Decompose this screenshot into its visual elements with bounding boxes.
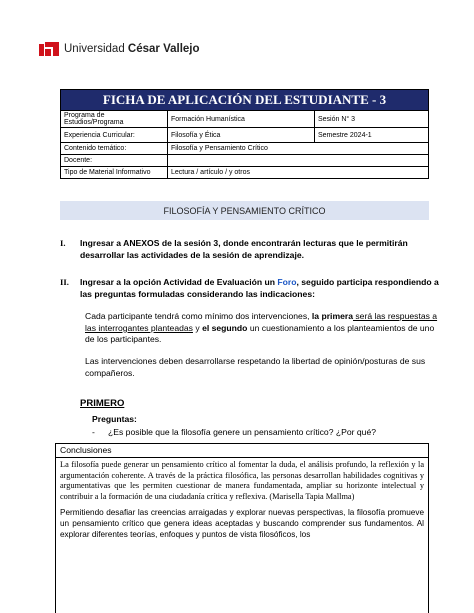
- section-heading-primero: PRIMERO: [80, 398, 125, 409]
- questions-label: Preguntas:: [92, 414, 137, 424]
- university-logo: [39, 39, 200, 59]
- material-label: Tipo de Material Informativo: [61, 167, 168, 179]
- course-label: Experiencia Curricular:: [61, 128, 168, 143]
- ficha-title: FICHA DE APLICACIÓN DEL ESTUDIANTE - 3: [61, 90, 429, 111]
- conclusion-paragraph-1: La filosofía puede generar un pensamiento crítico al fomentar la duda, el análisis profundo, la reflexión y la argumentación coherente. A través de la práctica filosófica, las personas desarrollan habilidades cognitivas y argumentativas que les permiten cuestionar de manera fundamentada, ampliar su horizonte intelectual y contribuir a la formación de una ciudadanía crítica y reflexiva. (Marisella Tapia Mallma): [60, 460, 424, 501]
- teacher-value: [168, 155, 429, 167]
- content-value: Filosofía y Pensamiento Crítico: [168, 143, 429, 155]
- conclusions-box: [55, 443, 429, 613]
- teacher-label: Docente:: [61, 155, 168, 167]
- ucv-logo-icon: [39, 39, 59, 59]
- participation-paragraph: Cada participante tendrá como mínimo dos intervenciones, la primera será las respuestas a las interrogantes planteadas y el segundo un cuestionamiento a los planteamientos de uno de los participantes.: [85, 311, 438, 344]
- question-item: - ¿Es posible que la filosofía genere un pensamiento crítico? ¿Por qué?: [92, 427, 376, 437]
- session-number: Sesión N° 3: [315, 111, 429, 128]
- instruction-two-text: Ingresar a la opción Actividad de Evaluación un Foro, seguido participa respondiendo a las preguntas formuladas considerando las indicaciones:: [80, 277, 439, 299]
- material-value: Lectura / artículo / y otros: [168, 167, 429, 179]
- instruction-one-text: Ingresar a ANEXOS de la sesión 3, donde encontrarán lecturas que le permitirán desarrollar las actividades de la sesión de aprendizaje.: [80, 238, 408, 260]
- conclusion-paragraph-2: Permitiendo desafiar las creencias arraigadas y explorar nuevas perspectivas, la filosofía promueve un pensamiento crítico que genera ideas aceptadas y buscando comprender sus fundamentos. Al explorar diferentes teorías, enfoques y puntos de vista filosóficos, los: [60, 508, 424, 539]
- instruction-two-number: II.: [60, 277, 69, 287]
- ficha-table: [60, 89, 429, 179]
- topic-banner: FILOSOFÍA Y PENSAMIENTO CRÍTICO: [60, 201, 429, 220]
- program-label: Programa de Estudios/Programa: [61, 111, 168, 128]
- conclusions-title: Conclusiones: [56, 444, 428, 458]
- instruction-one-number: I.: [60, 238, 66, 248]
- respect-paragraph: Las intervenciones deben desarrollarse respetando la libertad de opinión/posturas de sus compañeros.: [85, 356, 426, 378]
- foro-link[interactable]: Foro: [277, 277, 297, 287]
- content-label: Contenido temático:: [61, 143, 168, 155]
- semester: Semestre 2024-1: [315, 128, 429, 143]
- course-value: Filosofía y Ética: [168, 128, 315, 143]
- logo-text: Universidad César Vallejo: [64, 43, 200, 55]
- program-value: Formación Humanística: [168, 111, 315, 128]
